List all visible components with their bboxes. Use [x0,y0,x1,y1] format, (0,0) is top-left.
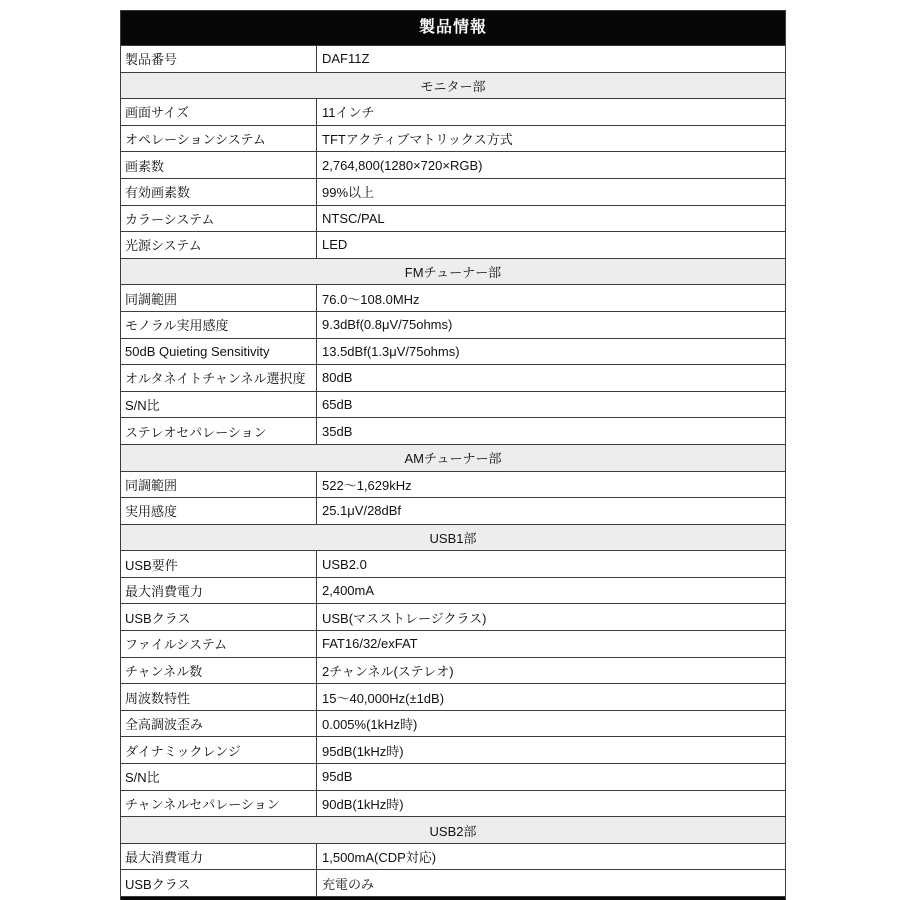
spec-row [121,550,785,577]
spec-value: 13.5dBf(1.3μV/75ohms) [316,339,785,365]
spec-label: 50dB Quieting Sensitivity [125,343,270,359]
spec-label: USB要件 [125,557,178,573]
spec-row [121,284,785,311]
spec-label: 画素数 [125,158,165,174]
section-header-row [121,524,785,551]
spec-label: ステレオセパレーション [125,424,267,440]
spec-label: ダイナミックレンジ [125,743,241,759]
spec-row [121,471,785,498]
spec-row [121,790,785,817]
spec-row [121,98,785,125]
spec-row [121,417,785,444]
spec-value: 522〜1,629kHz [316,472,785,498]
spec-value: DAF11Z [316,46,785,72]
spec-row [121,603,785,630]
section-label: AMチューナー部 [404,451,502,467]
spec-value: 0.005%(1kHz時) [316,711,785,737]
spec-value: 95dB(1kHz時) [316,737,785,763]
spec-value: 11インチ [316,99,785,125]
spec-row [121,178,785,205]
spec-row [121,869,785,896]
spec-label: オペレーションシステム [125,132,266,148]
spec-label: S/N比 [125,398,160,414]
spec-label: カラーシステム [125,211,215,227]
spec-label: USBクラス [125,876,191,892]
spec-value: TFTアクティブマトリックス方式 [316,126,785,152]
spec-value: 76.0〜108.0MHz [316,285,785,311]
spec-label: 同調範囲 [125,291,178,307]
spec-value: 2,764,800(1280×720×RGB) [316,152,785,178]
spec-value: 15〜40,000Hz(±1dB) [316,684,785,710]
spec-label: 全高調波歪み [125,717,204,733]
spec-row [121,657,785,684]
spec-value: 25.1μV/28dBf [316,498,785,524]
spec-value: LED [316,232,785,258]
spec-row [121,231,785,258]
spec-row [121,125,785,152]
section-label: USB2部 [429,823,477,839]
spec-row [121,710,785,737]
spec-value: USB(マスストレージクラス) [316,604,785,630]
spec-value: 65dB [316,392,785,418]
spec-value: 90dB(1kHz時) [316,791,785,817]
spec-label: チャンネルセパレーション [125,796,280,812]
spec-label: S/N比 [125,770,160,786]
spec-row [121,630,785,657]
spec-label: 光源システム [125,238,202,254]
spec-row [121,683,785,710]
section-header-row [121,72,785,99]
spec-row [121,763,785,790]
spec-value: USB2.0 [316,551,785,577]
spec-label: 同調範囲 [125,477,178,493]
spec-value: 2,400mA [316,578,785,604]
spec-label: オルタネイトチャンネル選択度 [125,371,306,387]
spec-label: 実用感度 [125,504,178,520]
spec-label: 最大消費電力 [125,584,204,600]
spec-row [121,205,785,232]
section-header-row [121,258,785,285]
spec-row [121,577,785,604]
spec-value: 1,500mA(CDP対応) [316,844,785,870]
spec-value: 80dB [316,365,785,391]
spec-value: 95dB [316,764,785,790]
spec-label: 製品番号 [125,52,178,68]
spec-value: NTSC/PAL [316,206,785,232]
spec-value: 35dB [316,418,785,444]
spec-label: 画面サイズ [125,105,189,121]
spec-value: 2チャンネル(ステレオ) [316,658,785,684]
spec-value: 99%以上 [316,179,785,205]
product-spec-table [120,10,786,900]
table-title: 製品情報 [121,11,785,45]
spec-label: チャンネル数 [125,663,203,679]
spec-row [121,364,785,391]
spec-row [121,391,785,418]
spec-label: 有効画素数 [125,185,191,201]
spec-row [121,338,785,365]
section-header-row [121,444,785,471]
spec-row [121,151,785,178]
spec-value: FAT16/32/exFAT [316,631,785,657]
table-rows [121,45,785,896]
section-label: FMチューナー部 [404,265,502,281]
spec-row [121,843,785,870]
spec-label: 最大消費電力 [125,850,204,866]
spec-value: 充電のみ [316,870,785,896]
spec-row [121,497,785,524]
spec-row [121,736,785,763]
spec-row [121,45,785,72]
spec-value: 9.3dBf(0.8μV/75ohms) [316,312,785,338]
spec-label: USBクラス [125,610,191,626]
spec-row [121,311,785,338]
spec-label: ファイルシステム [125,637,228,653]
partial-next-row [121,896,785,900]
section-label: USB1部 [429,530,477,546]
section-label: モニター部 [420,78,486,94]
spec-label: モノラル実用感度 [125,318,229,334]
spec-label: 周波数特性 [125,690,191,706]
section-header-row [121,816,785,843]
